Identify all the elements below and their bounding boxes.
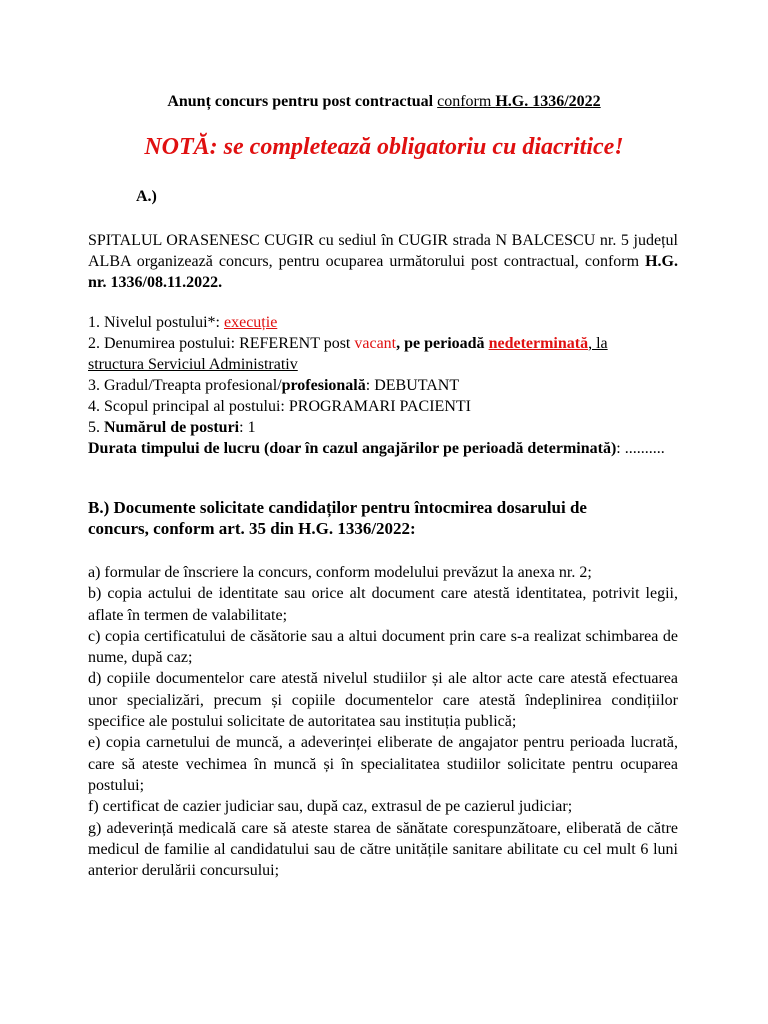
section-a-label: A.) <box>136 188 157 205</box>
intro-text: SPITALUL ORASENESC CUGIR cu sediul în CUGIR strada N BALCESCU nr. 5 județul ALBA organizează concurs, pentru ocuparea următorului post contractual, conform <box>88 232 678 270</box>
item-nivel <box>88 312 688 333</box>
doc-item-g: g) adeverință medicală care să ateste starea de sănătate corespunzătoare, eliberată de către medicul de familie al candidatului sau de către unitățile sanitare abilitate cu cel mult 6 luni anterior derulării concursului; <box>88 819 678 880</box>
item-durata <box>88 438 688 459</box>
title-part1: Anunț concurs pentru post contractual <box>167 93 438 110</box>
item-denumire <box>88 333 688 354</box>
item-nivel-label: 1. Nivelul postului*: <box>88 314 224 331</box>
item-nivel-value: execuție <box>224 314 278 331</box>
item-structura-text: structura Serviciul Administrativ <box>88 356 298 373</box>
item-perioada: , pe perioadă <box>396 335 489 352</box>
nota-warning: NOTĂ: se completează obligatoriu cu diacritice! <box>144 134 624 160</box>
intro-hg: H.G. nr. 1336/08.11.2022. <box>88 253 678 291</box>
doc-item-f: f) certificat de cazier judiciar sau, după caz, extrasul de pe cazierul judiciar; <box>88 798 573 816</box>
item-structura <box>88 354 688 375</box>
item-grad-value: : DEBUTANT <box>365 377 460 394</box>
section-b-heading: B.) Documente solicitate candidaților pentru întocmirea dosarului de concurs, conform art. 35 din H.G. 1336/2022: <box>88 498 587 538</box>
item-numar-label: 5. <box>88 419 104 436</box>
title-conform <box>437 93 601 110</box>
item-denumire-label: 2. Denumirea postului: REFERENT post <box>88 335 355 352</box>
section-a-intro <box>88 230 678 293</box>
item-numar-bold: Numărul de posturi <box>104 419 240 436</box>
doc-item-c: c) copia certificatului de căsătorie sau a altui document prin care s-a realizat schimbarea de nume, după caz; <box>88 627 678 667</box>
doc-item-d: d) copiile documentelor care atestă nivelul studiilor și ale altor acte care atestă efectuarea unor specializări, precum și copiile documentelor care atestă îndeplinirea condițiilor specifice ale postului solicitate de autoritatea sau instituția publică; <box>88 670 678 731</box>
item-grad-bold: profesională <box>281 377 366 394</box>
documents-list <box>88 562 678 881</box>
document-title <box>0 93 768 111</box>
item-numar-value: : 1 <box>239 419 256 436</box>
doc-item-b: b) copia actului de identitate sau orice alt document care atestă identitatea, potrivit legii, aflate în termen de valabilitate; <box>88 585 678 624</box>
doc-item-e: e) copia carnetului de muncă, a adeverinței eliberate de angajator pentru perioada lucrată, care să ateste vechimea în muncă și în specialitatea studiilor solicitate pentru ocuparea postului; <box>88 734 678 794</box>
doc-item-a: a) formular de înscriere la concurs, conform modelului prevăzut la anexa nr. 2; <box>88 564 592 581</box>
item-vacant: vacant <box>354 335 397 352</box>
item-durata-value: : .......... <box>616 440 665 457</box>
item-scop: 4. Scopul principal al postului: PROGRAMARI PACIENTI <box>88 398 471 415</box>
item-grad-label: 3. Gradul/Treapta profesional/ <box>88 377 282 394</box>
item-la: , la <box>588 335 608 352</box>
item-durata-bold: Durata timpului de lucru (doar în cazul angajărilor pe perioadă determinată) <box>88 440 617 457</box>
item-numar <box>88 417 688 438</box>
item-nedeterminata: nedeterminată <box>488 335 589 352</box>
post-details-list <box>88 312 688 459</box>
title-part2: conform <box>437 93 496 110</box>
item-grad <box>88 375 688 396</box>
title-part3: H.G. 1336/2022 <box>495 93 601 110</box>
